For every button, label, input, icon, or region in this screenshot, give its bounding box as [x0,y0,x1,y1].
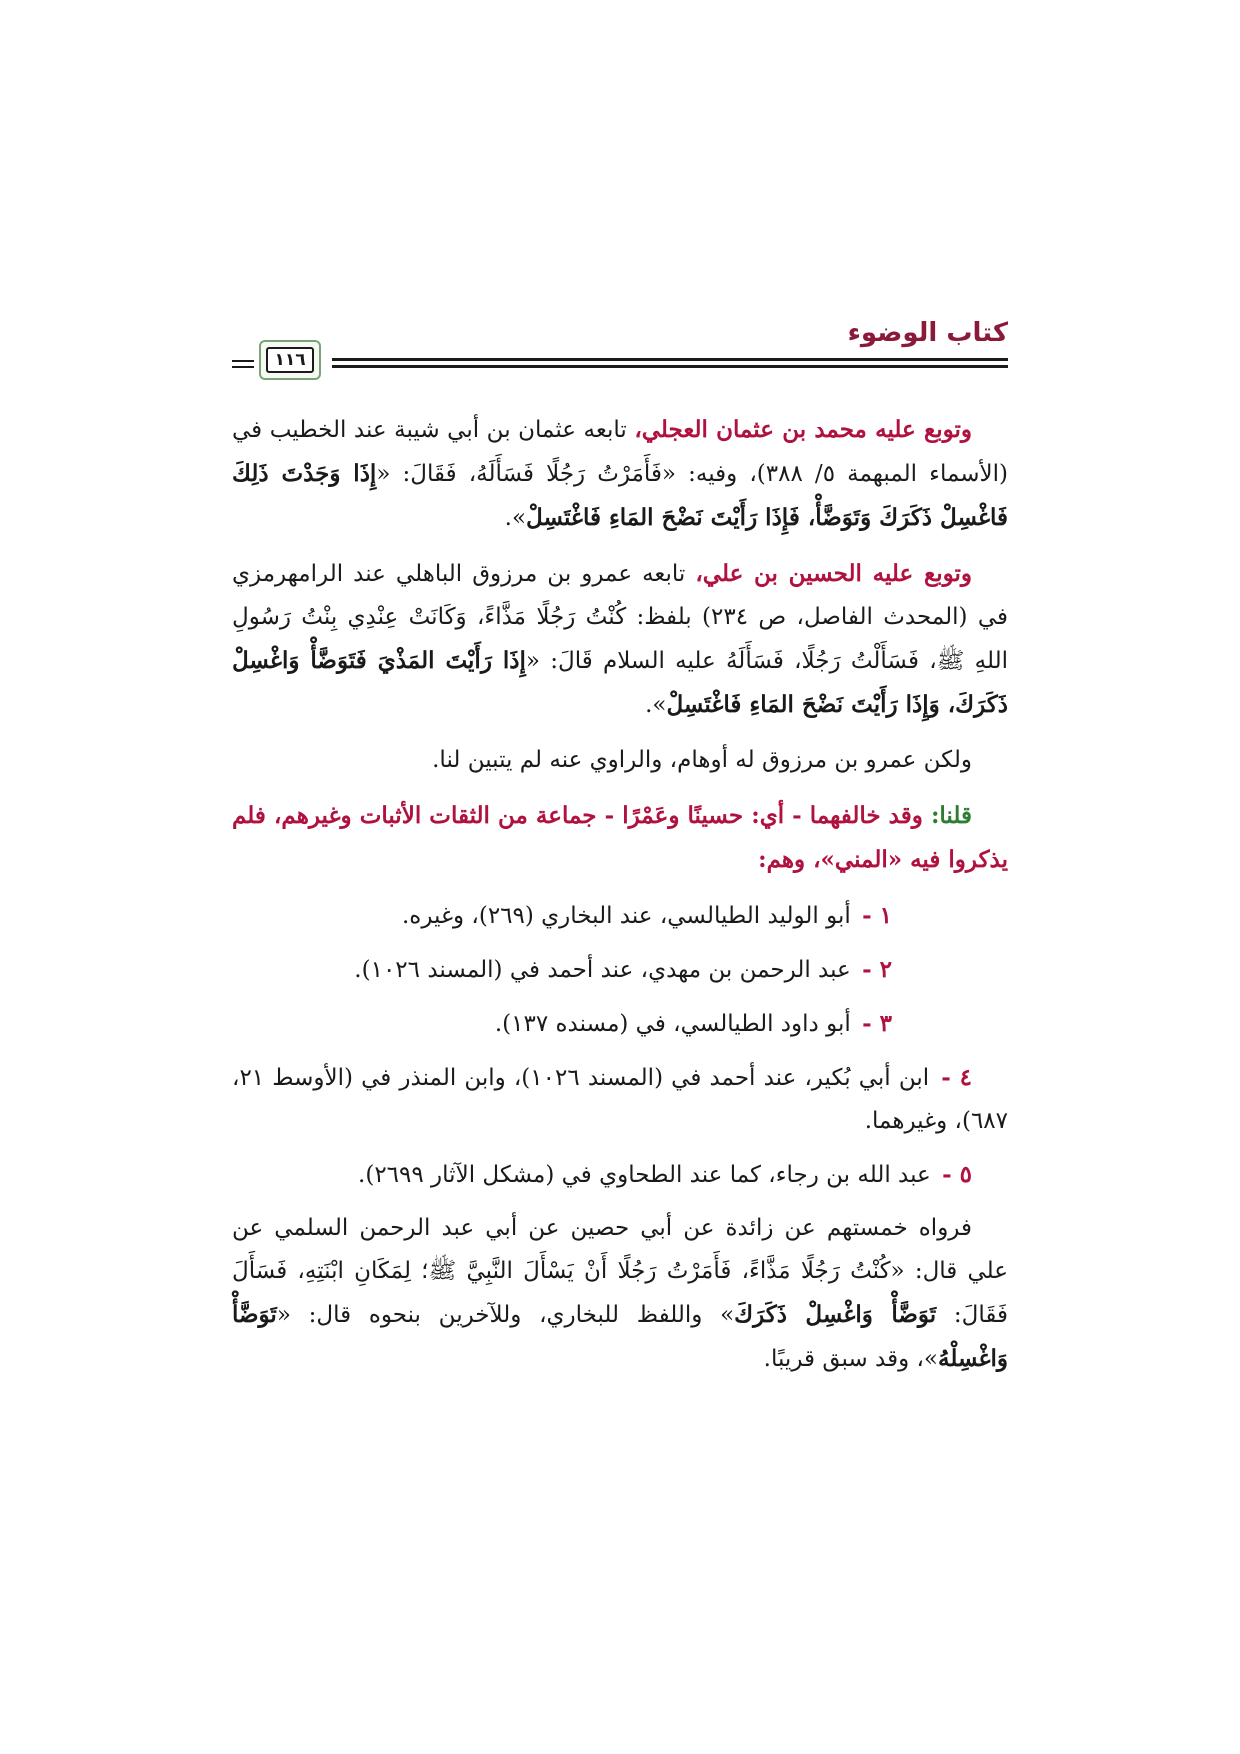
header-rule-left-bottom [232,366,254,368]
paragraph-1-text: تابعه عثمان بن أبي شيبة عند الخطيب في (الأسماء المبهمة ٥/ ٣٨٨)، وفيه: «فَأَمَرْتُ رَجُلًا فَسَأَلَهُ، فَقَالَ: « [232,417,1009,487]
paragraph-2-highlight: وتوبع عليه الحسين بن علي، [695,560,972,587]
list-item-text: أبو داود الطيالسي، في (مسنده ١٣٧). [494,1011,851,1037]
page-number: ١١٦ [266,347,314,373]
paragraph-5 [232,1207,1008,1381]
list-item-text: ابن أبي بُكير، عند أحمد في (المسند ١٠٢٦)، وابن المنذر في (الأوسط ٢١، ٦٨٧)، وغيرهما. [232,1065,1008,1134]
paragraph-1-hadith: إِذَا وَجَدْتَ ذَلِكَ فَاغْسِلْ ذَكَرَكَ وَتَوَضَّأْ، فَإِذَا رَأَيْتَ نَضْحَ المَاءِ فَاغْتَسِلْ [232,460,1008,531]
paragraph-1-highlight: وتوبع عليه محمد بن عثمان العجلي، [634,416,972,443]
book-title: كتاب الوضوء [847,318,1008,348]
paragraph-1 [232,408,1008,540]
paragraph-2-text: تابعه عمرو بن مرزوق الباهلي عند الرامهرمزي في (المحدث الفاصل، ص ٢٣٤) بلفظ: كُنْتُ رَجُلًا مَذَّاءً، وَكَانَتْ عِنْدِي بِنْتُ رَسُولِ اللهِ ﷺ، فَسَأَلْتُ رَجُلًا، فَسَأَلَهُ عليه السلام قَالَ: « [232,561,1009,674]
list-item-number: ٢ - [862,956,892,983]
paragraph-3-text: ولكن عمرو بن مرزوق له أوهام، والراوي عنه لم يتبين لنا. [432,747,972,773]
list-item [232,1002,1008,1046]
paragraph-4-label: قلنا: [930,802,972,829]
paragraph-4-text: وقد خالفهما - أي: حسينًا وعَمْرًا - جماعة من الثقات الأثبات وغيرهم، فلم يذكروا فيه «المني»، وهم: [232,802,1008,873]
list-item [232,948,1008,992]
list-item-number: ٤ - [941,1064,973,1091]
paragraph-1-end: ». [504,505,527,531]
header-rule-top [332,358,1008,361]
paragraph-2-hadith: إِذَا رَأَيْتَ المَذْيَ فَتَوَضَّأْ وَاغْسِلْ ذَكَرَكَ، وَإِذَا رَأَيْتَ نَضْحَ المَاءِ فَاغْتَسِلْ [232,647,1008,718]
page-body [232,408,1008,1393]
paragraph-5-hadith-2: تَوَضَّأْ وَاغْسِلْهُ [232,1301,1008,1372]
list-item [232,1153,1008,1197]
paragraph-2-end: ». [645,692,667,718]
list-item-text: عبد الرحمن بن مهدي، عند أحمد في (المسند ١٠٢٦). [354,957,851,983]
paragraph-5-text-1: فرواه خمستهم عن زائدة عن أبي حصين عن أبي عبد الرحمن السلمي عن علي قال: «كُنْتُ رَجُلًا مَذَّاءً، فَأَمَرْتُ رَجُلًا أَنْ يَسْأَلَ النَّبِيَّ ﷺ؛ لِمَكَانِ ابْنَتِهِ، فَسَأَلَ فَقَالَ: [232,1215,1008,1328]
list-item-text: أبو الوليد الطيالسي، عند البخاري (٢٦٩)، وغيره. [401,903,851,929]
list-item [232,894,1008,938]
list-item-text: عبد الله بن رجاء، كما عند الطحاوي في (مشكل الآثار ٢٦٩٩). [358,1162,931,1188]
page-number-badge [259,340,321,380]
paragraph-2 [232,552,1008,727]
page-header [232,318,1008,378]
list-item-number: ٥ - [942,1161,972,1188]
header-rule-bottom [332,365,1008,368]
list-item-number: ٣ - [862,1010,892,1037]
paragraph-5-text-3: »، وقد سبق قريبًا. [763,1346,938,1372]
paragraph-5-hadith-1: تَوَضَّأْ وَاغْسِلْ ذَكَرَكَ [734,1301,937,1328]
header-rule-left-top [232,360,254,362]
paragraph-3 [232,739,1008,782]
list-item-number: ١ - [862,902,892,929]
list-item [232,1056,1008,1143]
paragraph-4 [232,794,1008,882]
paragraph-5-text-2: » واللفظ للبخاري، وللآخرين بنحوه قال: « [276,1302,735,1328]
